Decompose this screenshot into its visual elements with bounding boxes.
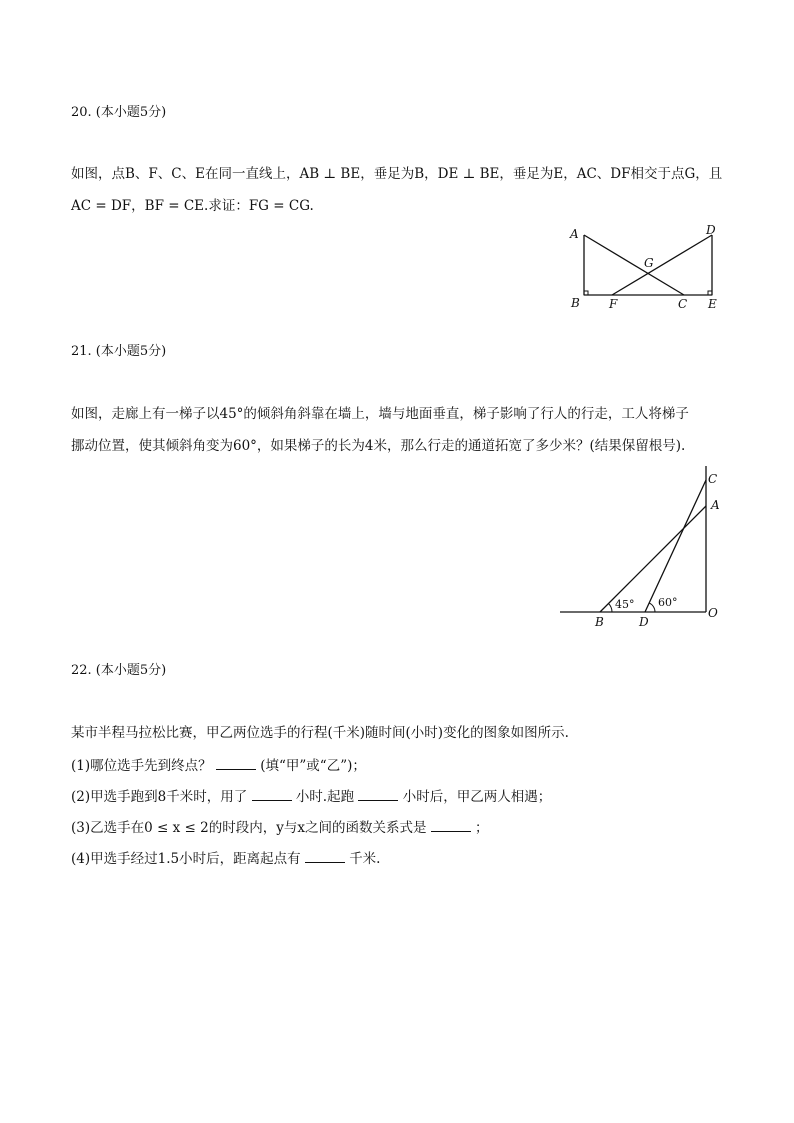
segment-df — [612, 235, 712, 295]
segment-ac — [584, 235, 684, 295]
label-o: O — [708, 606, 718, 620]
q22-part2-text-c: 小时后，甲乙两人相遇； — [402, 789, 552, 805]
q22-part3 — [71, 818, 489, 837]
q21-header: 21. (本小题5分) — [71, 344, 167, 359]
q22-part2-text-a: (2)甲选手跑到8千米时，用了 — [71, 789, 248, 805]
q22-header: 22. (本小题5分) — [71, 663, 167, 678]
q20-text-line1: 如图，点B、F、C、E在同一直线上，AB ⊥ BE，垂足为B，DE ⊥ BE，垂足为E，AC、DF相交于点G，且 — [71, 166, 723, 182]
q22-part3-end: ； — [475, 820, 489, 836]
answer-blank-3[interactable] — [358, 787, 398, 801]
label-g: G — [644, 256, 654, 270]
q22-part1 — [71, 756, 366, 775]
q22-part1-text: (1)哪位选手先到终点？ — [71, 758, 212, 774]
q22-intro: 某市半程马拉松比赛，甲乙两位选手的行程(千米)随时间(小时)变化的图象如图所示. — [71, 725, 569, 741]
q21-figure — [555, 466, 730, 632]
q22-part4 — [71, 849, 380, 868]
label-e: E — [708, 297, 717, 311]
label-f: F — [609, 297, 618, 311]
label-d: D — [706, 223, 716, 237]
label-b: B — [571, 296, 580, 310]
ladder-dc — [645, 480, 706, 612]
angle-arc-60 — [649, 603, 655, 612]
q21-text-line2: 挪动位置，使其倾斜角变为60°，如果梯子的长为4米，那么行走的通道拓宽了多少米？(结果保留根号). — [71, 438, 686, 454]
answer-blank-5[interactable] — [305, 849, 345, 863]
angle-label-60: 60° — [658, 596, 678, 609]
q21-text-line1: 如图，走廊上有一梯子以45°的倾斜角斜靠在墙上，墙与地面垂直，梯子影响了行人的行走，工人将梯子 — [71, 406, 689, 422]
q22-part1-hint: (填“甲”或“乙”)； — [260, 758, 366, 774]
answer-blank-4[interactable] — [431, 818, 471, 832]
q22-part2 — [71, 787, 551, 806]
label-a: A — [570, 227, 579, 241]
q20-header: 20. (本小题5分) — [71, 105, 167, 120]
q22-part3-text: (3)乙选手在0 ≤ x ≤ 2的时段内，y与x之间的函数关系式是 — [71, 820, 427, 836]
answer-blank-2[interactable] — [252, 787, 292, 801]
answer-blank-1[interactable] — [216, 756, 256, 770]
q22-part4-text-b: 千米. — [349, 851, 381, 867]
label-c: C — [678, 297, 688, 311]
label-b: B — [595, 615, 604, 629]
label-d: D — [639, 615, 649, 629]
q22-part4-text-a: (4)甲选手经过1.5小时后，距离起点有 — [71, 851, 301, 867]
q20-figure — [562, 222, 732, 317]
q22-part2-text-b: 小时.起跑 — [295, 789, 355, 805]
label-c: C — [708, 472, 718, 486]
angle-arc-45 — [609, 604, 613, 613]
label-a: A — [711, 498, 720, 512]
angle-label-45: 45° — [615, 598, 635, 611]
q20-text-line2: AC = DF，BF = CE.求证：FG = CG. — [71, 198, 314, 214]
